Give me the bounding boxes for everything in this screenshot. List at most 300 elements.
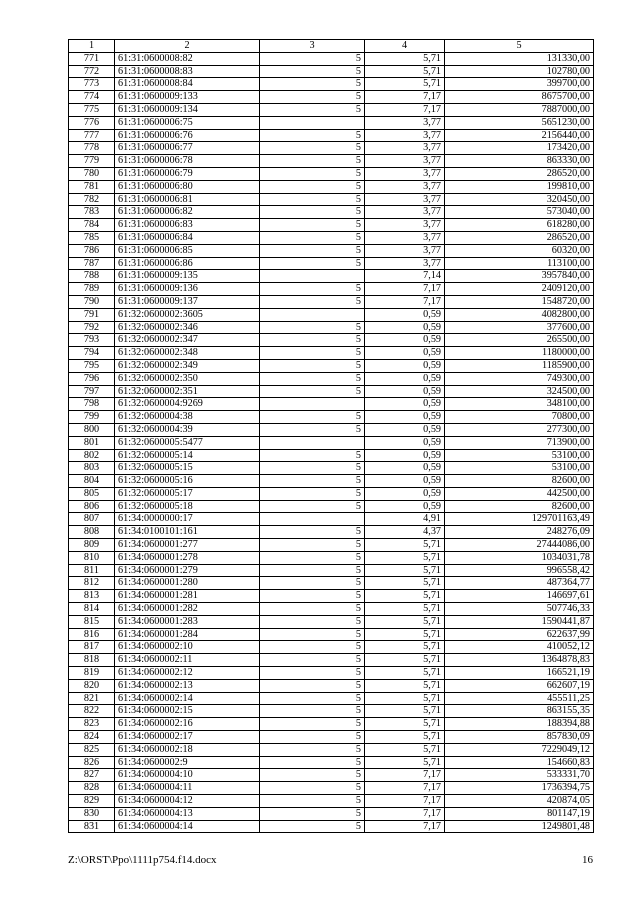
table-row xyxy=(69,142,594,155)
table-row xyxy=(69,270,594,283)
cell-cadastral-number: 61:32:0600005:16 xyxy=(115,475,260,488)
cell-rate: 5,71 xyxy=(365,590,445,603)
table-row xyxy=(69,385,594,398)
cell-value: 487364,77 xyxy=(445,577,594,590)
table-row xyxy=(69,705,594,718)
column-header-1: 1 xyxy=(69,40,115,53)
cell-value: 277300,00 xyxy=(445,423,594,436)
cell-category xyxy=(260,513,365,526)
cell-category xyxy=(260,116,365,129)
cell-row-number: 777 xyxy=(69,129,115,142)
cell-row-number: 818 xyxy=(69,654,115,667)
table-row xyxy=(69,743,594,756)
cell-row-number: 798 xyxy=(69,398,115,411)
cell-value: 286520,00 xyxy=(445,231,594,244)
table-row xyxy=(69,731,594,744)
table-row xyxy=(69,359,594,372)
cell-cadastral-number: 61:31:0600006:86 xyxy=(115,257,260,270)
cell-cadastral-number: 61:32:0600004:39 xyxy=(115,423,260,436)
cell-value: 265500,00 xyxy=(445,334,594,347)
cell-row-number: 820 xyxy=(69,679,115,692)
table-row xyxy=(69,782,594,795)
cell-rate: 4,91 xyxy=(365,513,445,526)
cell-value: 507746,33 xyxy=(445,603,594,616)
cell-row-number: 812 xyxy=(69,577,115,590)
cell-cadastral-number: 61:31:0600009:133 xyxy=(115,91,260,104)
cell-row-number: 824 xyxy=(69,731,115,744)
cell-row-number: 772 xyxy=(69,65,115,78)
cell-rate: 0,59 xyxy=(365,423,445,436)
cell-rate: 7,17 xyxy=(365,807,445,820)
cell-value: 3957840,00 xyxy=(445,270,594,283)
cell-category: 5 xyxy=(260,385,365,398)
cell-cadastral-number: 61:32:0600005:17 xyxy=(115,487,260,500)
cell-cadastral-number: 61:31:0600006:76 xyxy=(115,129,260,142)
cell-value: 348100,00 xyxy=(445,398,594,411)
cell-row-number: 789 xyxy=(69,283,115,296)
cell-rate: 7,17 xyxy=(365,91,445,104)
cell-row-number: 787 xyxy=(69,257,115,270)
cell-row-number: 775 xyxy=(69,103,115,116)
cell-category: 5 xyxy=(260,283,365,296)
cell-value: 2409120,00 xyxy=(445,283,594,296)
cell-cadastral-number: 61:32:0600002:350 xyxy=(115,372,260,385)
cell-row-number: 797 xyxy=(69,385,115,398)
cell-cadastral-number: 61:32:0600005:5477 xyxy=(115,436,260,449)
cell-row-number: 785 xyxy=(69,231,115,244)
cell-row-number: 819 xyxy=(69,667,115,680)
table-row xyxy=(69,372,594,385)
cell-value: 102780,00 xyxy=(445,65,594,78)
cell-rate: 5,71 xyxy=(365,654,445,667)
cell-cadastral-number: 61:34:0600004:11 xyxy=(115,782,260,795)
cell-cadastral-number: 61:34:0600002:9 xyxy=(115,756,260,769)
cell-cadastral-number: 61:31:0600006:83 xyxy=(115,219,260,232)
cell-value: 399700,00 xyxy=(445,78,594,91)
cell-cadastral-number: 61:32:0600004:38 xyxy=(115,411,260,424)
cell-value: 801147,19 xyxy=(445,807,594,820)
cell-value: 863330,00 xyxy=(445,155,594,168)
cell-category: 5 xyxy=(260,782,365,795)
cell-category: 5 xyxy=(260,731,365,744)
cell-value: 420874,05 xyxy=(445,795,594,808)
cell-category: 5 xyxy=(260,423,365,436)
cell-cadastral-number: 61:34:0000000:17 xyxy=(115,513,260,526)
cell-row-number: 815 xyxy=(69,615,115,628)
cell-cadastral-number: 61:31:0600008:84 xyxy=(115,78,260,91)
cell-value: 324500,00 xyxy=(445,385,594,398)
cell-value: 146697,61 xyxy=(445,590,594,603)
cell-rate: 0,59 xyxy=(365,487,445,500)
cell-rate: 4,37 xyxy=(365,526,445,539)
cell-cadastral-number: 61:34:0100101:161 xyxy=(115,526,260,539)
cell-rate: 0,59 xyxy=(365,398,445,411)
column-header-3: 3 xyxy=(260,40,365,53)
cell-rate: 7,14 xyxy=(365,270,445,283)
cell-rate: 0,59 xyxy=(365,347,445,360)
table-row xyxy=(69,219,594,232)
table-row xyxy=(69,603,594,616)
cell-row-number: 804 xyxy=(69,475,115,488)
cell-cadastral-number: 61:34:0600001:281 xyxy=(115,590,260,603)
cell-category: 5 xyxy=(260,577,365,590)
cell-category: 5 xyxy=(260,167,365,180)
cell-cadastral-number: 61:34:0600002:13 xyxy=(115,679,260,692)
table-row xyxy=(69,52,594,65)
cell-category: 5 xyxy=(260,564,365,577)
cell-category: 5 xyxy=(260,411,365,424)
table-row xyxy=(69,718,594,731)
table-row xyxy=(69,551,594,564)
table-row xyxy=(69,641,594,654)
cell-cadastral-number: 61:34:0600001:284 xyxy=(115,628,260,641)
cell-value: 188394,88 xyxy=(445,718,594,731)
cell-row-number: 825 xyxy=(69,743,115,756)
cell-category: 5 xyxy=(260,628,365,641)
cell-category: 5 xyxy=(260,807,365,820)
cell-category: 5 xyxy=(260,359,365,372)
cell-row-number: 803 xyxy=(69,462,115,475)
cell-row-number: 774 xyxy=(69,91,115,104)
cell-cadastral-number: 61:31:0600006:80 xyxy=(115,180,260,193)
cell-value: 173420,00 xyxy=(445,142,594,155)
cell-row-number: 805 xyxy=(69,487,115,500)
table-body xyxy=(69,52,594,833)
cell-cadastral-number: 61:31:0600006:75 xyxy=(115,116,260,129)
cell-row-number: 782 xyxy=(69,193,115,206)
cell-rate: 3,77 xyxy=(365,167,445,180)
cell-row-number: 811 xyxy=(69,564,115,577)
cell-row-number: 788 xyxy=(69,270,115,283)
cell-rate: 3,77 xyxy=(365,116,445,129)
table-row xyxy=(69,180,594,193)
cell-cadastral-number: 61:31:0600006:82 xyxy=(115,206,260,219)
cell-rate: 3,77 xyxy=(365,219,445,232)
cell-value: 53100,00 xyxy=(445,462,594,475)
cell-rate: 5,71 xyxy=(365,731,445,744)
cell-rate: 3,77 xyxy=(365,180,445,193)
cell-category: 5 xyxy=(260,756,365,769)
cell-row-number: 773 xyxy=(69,78,115,91)
cell-value: 442500,00 xyxy=(445,487,594,500)
cell-value: 1736394,75 xyxy=(445,782,594,795)
cell-value: 618280,00 xyxy=(445,219,594,232)
cell-row-number: 794 xyxy=(69,347,115,360)
cell-row-number: 802 xyxy=(69,449,115,462)
cell-category: 5 xyxy=(260,615,365,628)
table-row xyxy=(69,167,594,180)
cell-row-number: 816 xyxy=(69,628,115,641)
cell-rate: 0,59 xyxy=(365,500,445,513)
cell-rate: 5,71 xyxy=(365,743,445,756)
table-row xyxy=(69,513,594,526)
table-row xyxy=(69,487,594,500)
cell-cadastral-number: 61:34:0600002:15 xyxy=(115,705,260,718)
cell-cadastral-number: 61:31:0600006:84 xyxy=(115,231,260,244)
table-row xyxy=(69,564,594,577)
cell-value: 82600,00 xyxy=(445,475,594,488)
cell-value: 7229049,12 xyxy=(445,743,594,756)
cell-category: 5 xyxy=(260,129,365,142)
cell-row-number: 795 xyxy=(69,359,115,372)
cell-cadastral-number: 61:34:0600002:11 xyxy=(115,654,260,667)
cell-cadastral-number: 61:31:0600006:85 xyxy=(115,244,260,257)
cell-cadastral-number: 61:31:0600008:82 xyxy=(115,52,260,65)
cell-rate: 5,71 xyxy=(365,564,445,577)
cell-value: 82600,00 xyxy=(445,500,594,513)
cell-rate: 7,17 xyxy=(365,782,445,795)
table-row xyxy=(69,244,594,257)
cell-rate: 5,71 xyxy=(365,692,445,705)
cell-value: 863155,35 xyxy=(445,705,594,718)
table-row xyxy=(69,756,594,769)
cell-category: 5 xyxy=(260,219,365,232)
cell-cadastral-number: 61:34:0600004:10 xyxy=(115,769,260,782)
cell-value: 27444086,00 xyxy=(445,539,594,552)
cell-category xyxy=(260,270,365,283)
cell-row-number: 809 xyxy=(69,539,115,552)
cell-category: 5 xyxy=(260,539,365,552)
cell-category: 5 xyxy=(260,641,365,654)
table-row xyxy=(69,103,594,116)
header-row xyxy=(69,40,594,53)
cell-cadastral-number: 61:32:0600005:15 xyxy=(115,462,260,475)
cell-value: 573040,00 xyxy=(445,206,594,219)
table-row xyxy=(69,65,594,78)
cell-rate: 0,59 xyxy=(365,475,445,488)
cell-row-number: 808 xyxy=(69,526,115,539)
cell-value: 166521,19 xyxy=(445,667,594,680)
cell-value: 377600,00 xyxy=(445,321,594,334)
table-row xyxy=(69,436,594,449)
table-row xyxy=(69,398,594,411)
cell-row-number: 830 xyxy=(69,807,115,820)
table-row xyxy=(69,193,594,206)
cell-category: 5 xyxy=(260,52,365,65)
cell-value: 1548720,00 xyxy=(445,295,594,308)
cell-rate: 0,59 xyxy=(365,411,445,424)
cell-row-number: 801 xyxy=(69,436,115,449)
cell-category: 5 xyxy=(260,372,365,385)
cell-rate: 0,59 xyxy=(365,359,445,372)
cell-category: 5 xyxy=(260,321,365,334)
cell-rate: 7,17 xyxy=(365,795,445,808)
cell-cadastral-number: 61:34:0600004:14 xyxy=(115,820,260,833)
table-row xyxy=(69,155,594,168)
cell-rate: 3,77 xyxy=(365,155,445,168)
cell-row-number: 800 xyxy=(69,423,115,436)
table-row xyxy=(69,807,594,820)
cell-category: 5 xyxy=(260,526,365,539)
cell-rate: 3,77 xyxy=(365,231,445,244)
cell-rate: 5,71 xyxy=(365,705,445,718)
cell-cadastral-number: 61:31:0600006:81 xyxy=(115,193,260,206)
cell-category: 5 xyxy=(260,705,365,718)
cell-value: 4082800,00 xyxy=(445,308,594,321)
cell-cadastral-number: 61:31:0600006:77 xyxy=(115,142,260,155)
cell-row-number: 776 xyxy=(69,116,115,129)
table-row xyxy=(69,539,594,552)
cell-row-number: 827 xyxy=(69,769,115,782)
cell-cadastral-number: 61:31:0600006:79 xyxy=(115,167,260,180)
cell-category: 5 xyxy=(260,91,365,104)
column-header-5: 5 xyxy=(445,40,594,53)
cell-row-number: 826 xyxy=(69,756,115,769)
cell-value: 154660,83 xyxy=(445,756,594,769)
cell-rate: 5,71 xyxy=(365,679,445,692)
cell-value: 749300,00 xyxy=(445,372,594,385)
cell-value: 129701163,49 xyxy=(445,513,594,526)
cell-value: 455511,25 xyxy=(445,692,594,705)
data-table xyxy=(68,39,594,833)
cell-category: 5 xyxy=(260,551,365,564)
cell-rate: 7,17 xyxy=(365,295,445,308)
cell-value: 996558,42 xyxy=(445,564,594,577)
cell-row-number: 810 xyxy=(69,551,115,564)
cell-rate: 5,71 xyxy=(365,667,445,680)
cell-cadastral-number: 61:32:0600005:18 xyxy=(115,500,260,513)
cell-rate: 3,77 xyxy=(365,257,445,270)
cell-category: 5 xyxy=(260,692,365,705)
cell-value: 1185900,00 xyxy=(445,359,594,372)
cell-cadastral-number: 61:31:0600009:137 xyxy=(115,295,260,308)
table-row xyxy=(69,500,594,513)
cell-cadastral-number: 61:32:0600002:346 xyxy=(115,321,260,334)
cell-row-number: 791 xyxy=(69,308,115,321)
cell-rate: 5,71 xyxy=(365,628,445,641)
cell-row-number: 779 xyxy=(69,155,115,168)
cell-row-number: 784 xyxy=(69,219,115,232)
cell-row-number: 821 xyxy=(69,692,115,705)
cell-category: 5 xyxy=(260,667,365,680)
cell-cadastral-number: 61:31:0600008:83 xyxy=(115,65,260,78)
cell-rate: 5,71 xyxy=(365,65,445,78)
cell-cadastral-number: 61:34:0600001:280 xyxy=(115,577,260,590)
table-row xyxy=(69,308,594,321)
cell-rate: 3,77 xyxy=(365,206,445,219)
cell-category: 5 xyxy=(260,679,365,692)
cell-rate: 7,17 xyxy=(365,283,445,296)
cell-cadastral-number: 61:34:0600004:12 xyxy=(115,795,260,808)
cell-row-number: 780 xyxy=(69,167,115,180)
cell-cadastral-number: 61:34:0600001:277 xyxy=(115,539,260,552)
cell-rate: 5,71 xyxy=(365,603,445,616)
cell-cadastral-number: 61:32:0600002:348 xyxy=(115,347,260,360)
cell-rate: 0,59 xyxy=(365,449,445,462)
cell-rate: 5,71 xyxy=(365,615,445,628)
cell-category: 5 xyxy=(260,603,365,616)
cell-category: 5 xyxy=(260,795,365,808)
cell-cadastral-number: 61:34:0600002:14 xyxy=(115,692,260,705)
cell-rate: 0,59 xyxy=(365,385,445,398)
cell-rate: 0,59 xyxy=(365,308,445,321)
cell-cadastral-number: 61:31:0600006:78 xyxy=(115,155,260,168)
cell-row-number: 771 xyxy=(69,52,115,65)
cell-row-number: 781 xyxy=(69,180,115,193)
table-row xyxy=(69,78,594,91)
table-row xyxy=(69,795,594,808)
cell-category: 5 xyxy=(260,295,365,308)
table-row xyxy=(69,462,594,475)
cell-cadastral-number: 61:34:0600001:279 xyxy=(115,564,260,577)
cell-cadastral-number: 61:32:0600004:9269 xyxy=(115,398,260,411)
cell-row-number: 813 xyxy=(69,590,115,603)
cell-cadastral-number: 61:31:0600009:136 xyxy=(115,283,260,296)
cell-rate: 5,71 xyxy=(365,52,445,65)
cell-rate: 7,17 xyxy=(365,769,445,782)
cell-row-number: 822 xyxy=(69,705,115,718)
table-row xyxy=(69,654,594,667)
cell-rate: 5,71 xyxy=(365,718,445,731)
cell-category: 5 xyxy=(260,180,365,193)
cell-cadastral-number: 61:34:0600002:10 xyxy=(115,641,260,654)
cell-value: 410052,12 xyxy=(445,641,594,654)
cell-category: 5 xyxy=(260,654,365,667)
cell-value: 248276,09 xyxy=(445,526,594,539)
table-row xyxy=(69,449,594,462)
cell-row-number: 786 xyxy=(69,244,115,257)
footer-file-path: Z:\ORST\Ppo\1111p754.f14.docx xyxy=(68,854,217,866)
cell-category: 5 xyxy=(260,142,365,155)
cell-value: 70800,00 xyxy=(445,411,594,424)
table-row xyxy=(69,347,594,360)
cell-cadastral-number: 61:31:0600009:134 xyxy=(115,103,260,116)
table-row xyxy=(69,667,594,680)
cell-row-number: 807 xyxy=(69,513,115,526)
cell-row-number: 793 xyxy=(69,334,115,347)
cell-cadastral-number: 61:34:0600002:17 xyxy=(115,731,260,744)
table-row xyxy=(69,820,594,833)
cell-rate: 3,77 xyxy=(365,244,445,257)
cell-category: 5 xyxy=(260,193,365,206)
cell-rate: 0,59 xyxy=(365,334,445,347)
table-row xyxy=(69,590,594,603)
table-row xyxy=(69,769,594,782)
cell-category: 5 xyxy=(260,244,365,257)
cell-category: 5 xyxy=(260,500,365,513)
cell-row-number: 823 xyxy=(69,718,115,731)
cell-rate: 5,71 xyxy=(365,551,445,564)
cell-row-number: 814 xyxy=(69,603,115,616)
cell-category: 5 xyxy=(260,769,365,782)
table-row xyxy=(69,692,594,705)
cell-value: 1249801,48 xyxy=(445,820,594,833)
cell-category: 5 xyxy=(260,820,365,833)
cell-cadastral-number: 61:34:0600002:12 xyxy=(115,667,260,680)
cell-row-number: 796 xyxy=(69,372,115,385)
cell-rate: 5,71 xyxy=(365,756,445,769)
cell-rate: 0,59 xyxy=(365,372,445,385)
table-row xyxy=(69,129,594,142)
cell-row-number: 831 xyxy=(69,820,115,833)
cell-value: 1034031,78 xyxy=(445,551,594,564)
cell-value: 1180000,00 xyxy=(445,347,594,360)
cell-cadastral-number: 61:34:0600002:18 xyxy=(115,743,260,756)
cell-rate: 3,77 xyxy=(365,129,445,142)
cell-category: 5 xyxy=(260,347,365,360)
cell-category xyxy=(260,436,365,449)
cell-row-number: 790 xyxy=(69,295,115,308)
cell-value: 286520,00 xyxy=(445,167,594,180)
cell-value: 1590441,87 xyxy=(445,615,594,628)
cell-rate: 5,71 xyxy=(365,78,445,91)
table-row xyxy=(69,116,594,129)
cell-value: 320450,00 xyxy=(445,193,594,206)
table-row xyxy=(69,411,594,424)
cell-cadastral-number: 61:31:0600009:135 xyxy=(115,270,260,283)
table-row xyxy=(69,475,594,488)
table-row xyxy=(69,283,594,296)
